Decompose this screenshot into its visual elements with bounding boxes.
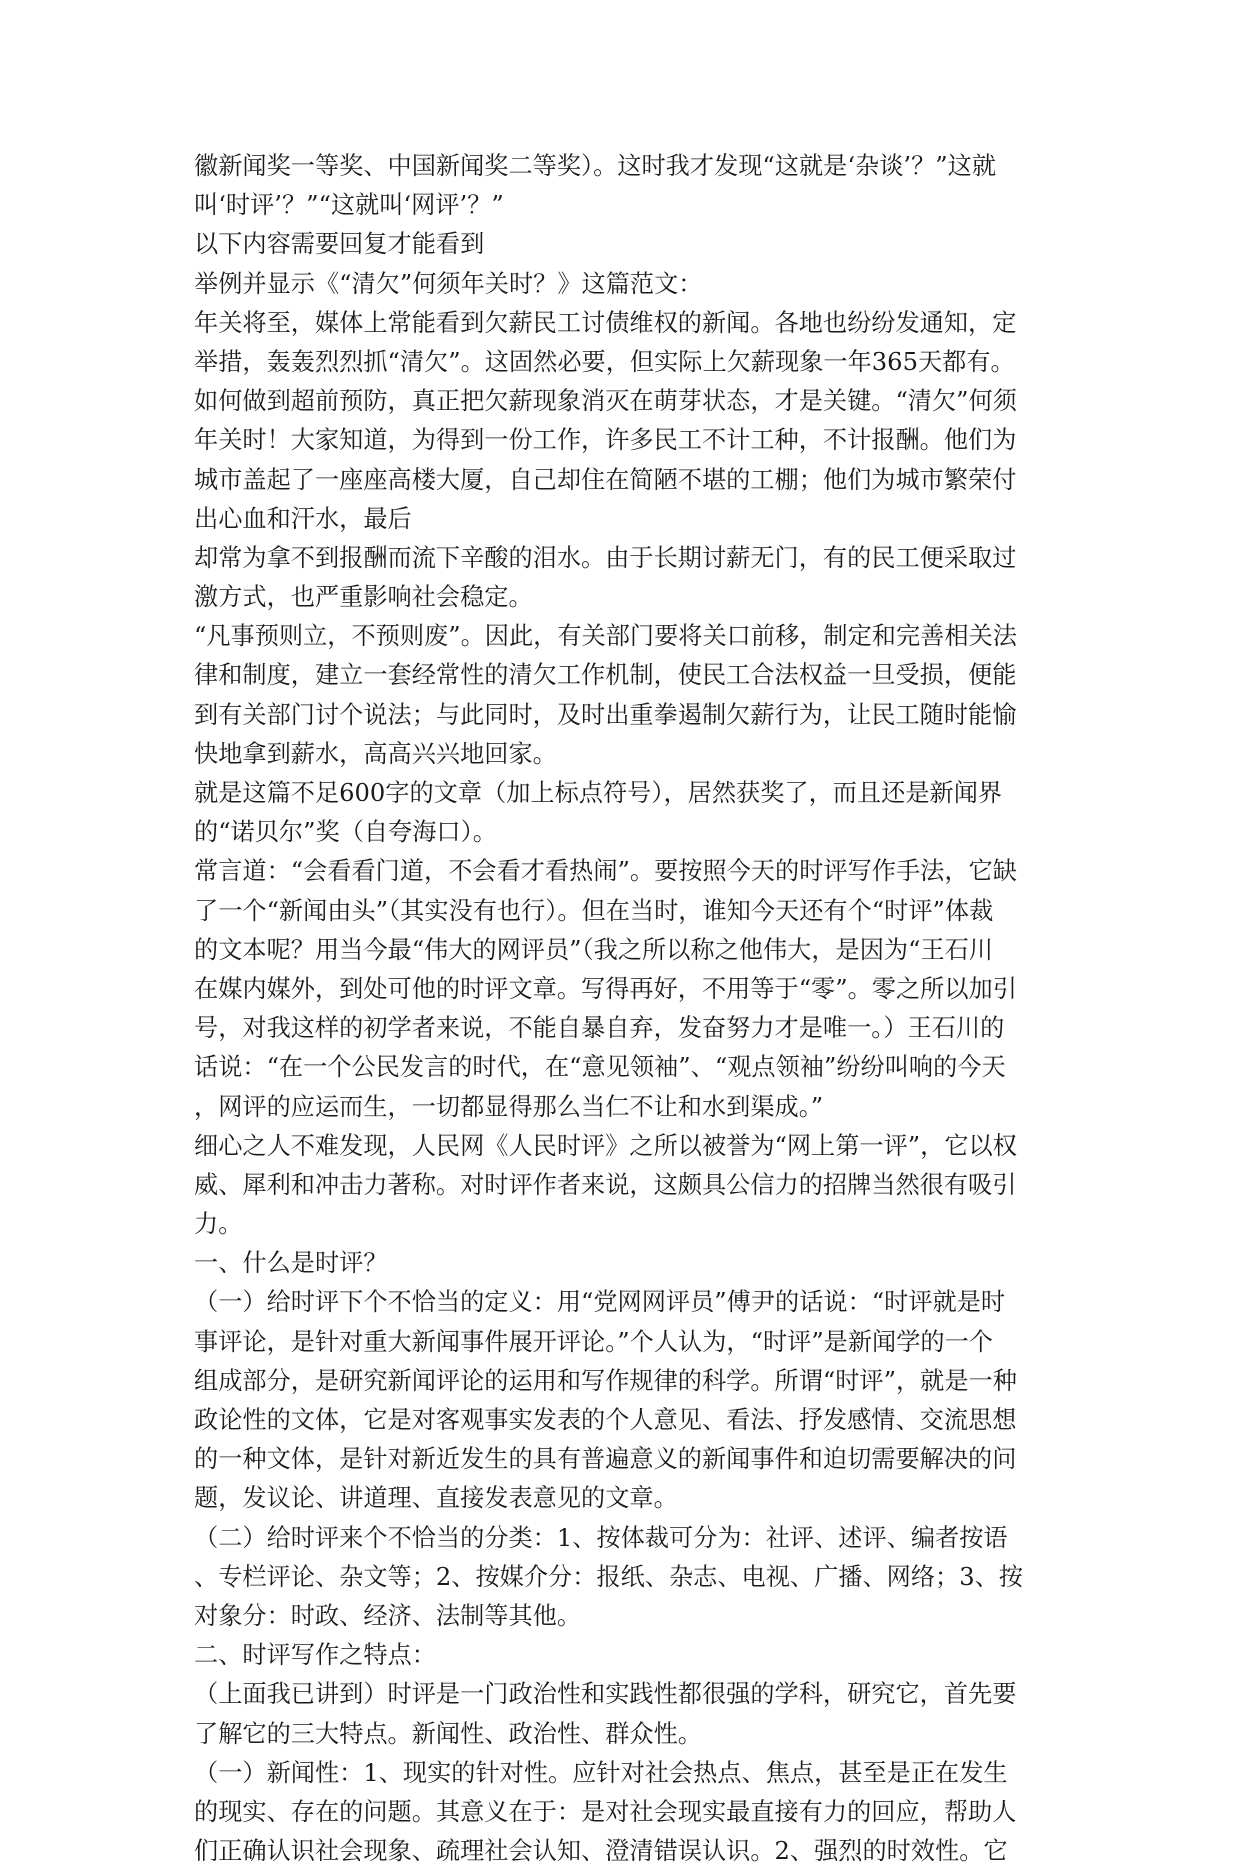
text-line: 话说：“在一个公民发言的时代，在“意见领袖”、“观点领袖”纷纷叫响的今天 <box>194 1053 1006 1082</box>
text-line: 、专栏评论、杂文等；2、按媒介分：报纸、杂志、电视、广播、网络；3、按 <box>194 1562 1023 1591</box>
text-line: 对象分：时政、经济、法制等其他。 <box>194 1601 582 1630</box>
text-line: ，网评的应运而生，一切都显得那么当仁不让和水到渠成。” <box>194 1092 824 1121</box>
text-line: 就是这篇不足600字的文章（加上标点符号），居然获奖了，而且还是新闻界 <box>194 779 1003 807</box>
text-line: 出心血和汗水，最后 <box>194 504 412 533</box>
text-line: 徽新闻奖一等奖、中国新闻奖二等奖）。这时我才发现“这就是‘杂谈’？”这就 <box>194 152 997 180</box>
text-line: 的“诺贝尔”奖（自夸海口）。 <box>194 818 497 847</box>
text-line: 到有关部门讨个说法；与此同时，及时出重拳遏制欠薪行为，让民工随时能愉 <box>194 700 1017 729</box>
text-line: 题，发议论、讲道理、直接发表意见的文章。 <box>194 1484 678 1513</box>
text-line: “凡事预则立，不预则废”。因此，有关部门要将关口前移，制定和完善相关法 <box>194 622 1017 651</box>
text-line: 组成部分，是研究新闻评论的运用和写作规律的科学。所谓“时评”，就是一种 <box>194 1366 1017 1395</box>
text-line: 力。 <box>194 1210 243 1239</box>
text-line: 了解它的三大特点。新闻性、政治性、群众性。 <box>194 1719 702 1748</box>
text-line: 的文本呢？用当今最“伟大的网评员”（我之所以称之他伟大，是因为“王石川 <box>194 935 993 964</box>
text-line: 常言道：“会看看门道，不会看才看热闹”。要按照今天的时评写作手法，它缺 <box>194 857 1017 886</box>
text-line: 却常为拿不到报酬而流下辛酸的泪水。由于长期讨薪无门，有的民工便采取过 <box>194 543 1017 572</box>
text-line: 了一个“新闻由头”（其实没有也行）。但在当时，谁知今天还有个“时评”体裁 <box>194 896 994 925</box>
text-line: （一）新闻性：1、现实的针对性。应针对社会热点、焦点，甚至是正在发生 <box>194 1758 1008 1787</box>
text-line: 律和制度，建立一套经常性的清欠工作机制，使民工合法权益一旦受损，便能 <box>194 661 1017 690</box>
text-line: 政论性的文体，它是对客观事实发表的个人意见、看法、抒发感情、交流思想 <box>194 1406 1017 1434</box>
text-line: 城市盖起了一座座高楼大厦，自己却住在简陋不堪的工棚；他们为城市繁荣付 <box>194 465 1017 494</box>
text-line: （二）给时评来个不恰当的分类：1、按体裁可分为：社评、述评、编者按语 <box>194 1523 1008 1552</box>
text-line: 威、犀利和冲击力著称。对时评作者来说，这颇具公信力的招牌当然很有吸引 <box>194 1170 1017 1199</box>
text-line: 二、时评写作之特点： <box>194 1641 436 1670</box>
text-line: 年关将至，媒体上常能看到欠薪民工讨债维权的新闻。各地也纷纷发通知，定 <box>194 308 1017 337</box>
text-line: 细心之人不难发现，人民网《人民时评》之所以被誉为“网上第一评”，它以权 <box>194 1131 1017 1160</box>
text-line: 激方式，也严重影响社会稳定。 <box>194 583 533 612</box>
text-line: （一）给时评下个不恰当的定义：用“党网网评员”傅尹的话说：“时评就是时 <box>194 1288 1006 1317</box>
text-line: 快地拿到薪水，高高兴兴地回家。 <box>194 739 557 768</box>
text-line: 举措，轰轰烈烈抓“清欠”。这固然必要，但实际上欠薪现象一年365天都有。 <box>194 347 1015 376</box>
text-line: 的现实、存在的问题。其意义在于：是对社会现实最直接有力的回应，帮助人 <box>194 1797 1017 1826</box>
text-line: 如何做到超前预防，真正把欠薪现象消灭在萌芽状态，才是关键。“清欠”何须 <box>194 387 1017 416</box>
document-page <box>194 147 1054 1871</box>
text-line: 号，对我这样的初学者来说，不能自暴自弃，发奋努力才是唯一。）王石川的 <box>194 1014 1005 1043</box>
text-line: （上面我已讲到）时评是一门政治性和实践性都很强的学科，研究它，首先要 <box>194 1680 1017 1709</box>
text-line: 年关时！大家知道，为得到一份工作，许多民工不计工种，不计报酬。他们为 <box>194 426 1017 455</box>
text-line: 们正确认识社会现象、疏理社会认知、澄清错误认识。2、强烈的时效性。它 <box>194 1837 1008 1866</box>
text-line: 举例并显示《“清欠”何须年关时？》这篇范文： <box>194 269 703 298</box>
text-line: 事评论，是针对重大新闻事件展开评论。”个人认为，“时评”是新闻学的一个 <box>194 1327 993 1356</box>
text-line: 的一种文体，是针对新近发生的具有普遍意义的新闻事件和迫切需要解决的问 <box>194 1445 1017 1474</box>
text-line: 在媒内媒外，到处可他的时评文章。写得再好，不用等于“零”。零之所以加引 <box>194 974 1017 1003</box>
text-line: 一、什么是时评？ <box>194 1249 388 1278</box>
text-line: 以下内容需要回复才能看到 <box>194 230 485 259</box>
text-line: 叫‘时评’？”“这就叫‘网评’？” <box>194 191 504 220</box>
